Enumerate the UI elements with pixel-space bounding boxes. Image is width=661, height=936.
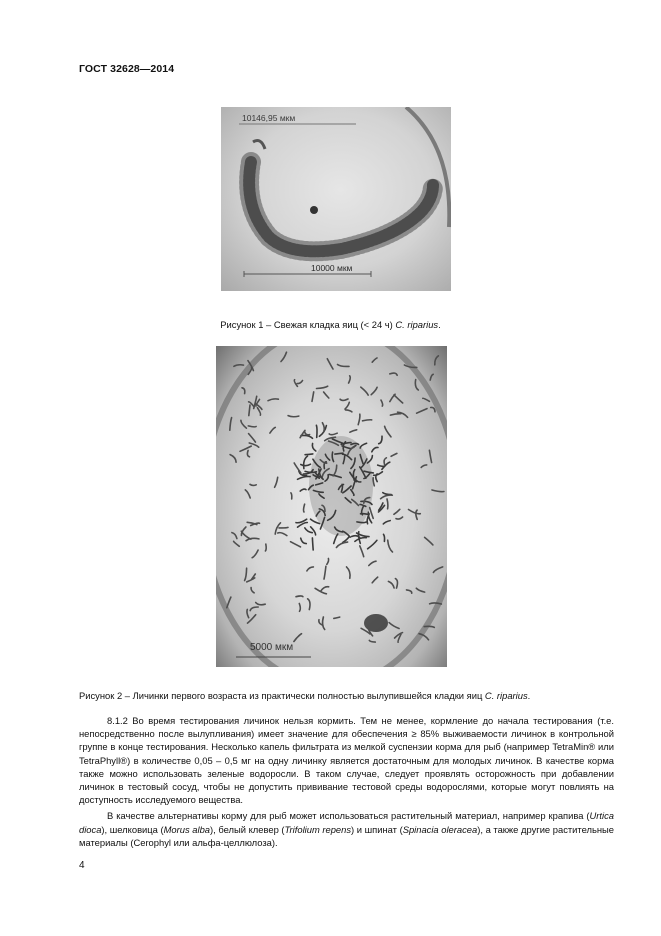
larva-mark [311, 527, 316, 535]
larva-mark [305, 431, 310, 434]
larva-mark [321, 587, 329, 591]
larva-mark [245, 568, 247, 580]
larva-mark [298, 476, 311, 479]
larva-mark [299, 604, 300, 612]
larva-mark [384, 534, 385, 541]
larva-mark [250, 607, 258, 611]
larva-mark [301, 538, 307, 543]
larva-mark [340, 399, 348, 400]
larva-mark [327, 359, 333, 369]
larva-mark [429, 450, 431, 462]
larva-mark [308, 599, 310, 610]
figure1-caption: Рисунок 1 – Свежая кладка яиц (< 24 ч) C. riparius. [220, 319, 441, 330]
larva-mark [391, 453, 397, 456]
larva-mark [367, 456, 372, 463]
larva-mark [249, 405, 250, 416]
larva-mark [363, 420, 372, 421]
larva-mark [324, 566, 326, 579]
larva-mark [247, 609, 249, 617]
larva-mark [307, 567, 314, 571]
larva-mark [316, 425, 317, 437]
larva-mark [247, 578, 255, 582]
larva-mark [294, 634, 302, 642]
larva-mark [323, 617, 325, 630]
larva-mark [297, 381, 302, 384]
larva-mark [357, 522, 366, 523]
larva-mark [360, 546, 364, 557]
larva-mark [371, 387, 377, 394]
larva-mark [270, 427, 275, 433]
larva-mark [291, 493, 292, 499]
larva-mark [275, 477, 278, 487]
larva-mark [360, 443, 366, 448]
larva-mark [369, 561, 376, 565]
larva-mark [435, 356, 439, 365]
larva-mark [234, 541, 240, 546]
larva-mark [288, 416, 299, 417]
larva-mark [374, 472, 383, 476]
larva-mark [322, 423, 324, 432]
larva-mark [409, 510, 421, 514]
larva-mark [257, 408, 260, 415]
paragraph-8-1-2: 8.1.2 Во время тестирования личинок нельзя кормить. Тем не менее, кормление до начала тестирования (т.е. непосредственно после вылупливания) имеет значение для обеспечения ≥ 85% выживаемости личинок в контрольной группе в конце тестирования. Несколько капель фильтрата из мелкой суспензии корма для рыб (например TetraMin® или TetraPhyll®) в количестве 0,05 – 0,5 мг на одну личинку является достаточным для молодых личинок. В качестве корма также можно использовать зеленые водоросли. В таком случае, следует проявлять осторожность при добавлении личинок в тестовый сосуд, чтобы не допустить прививание тестовой среды водорослями, которые могут повлиять на доступность исследуемого вещества. [79, 715, 614, 806]
larva-mark [361, 387, 368, 395]
larva-mark [329, 433, 337, 435]
larva-mark [230, 418, 232, 431]
larva-mark [430, 374, 433, 380]
larva-mark [416, 588, 424, 592]
larva-mark [278, 533, 287, 536]
larva-mark [431, 407, 435, 411]
larva-mark [385, 426, 391, 437]
larva-mark [319, 426, 326, 437]
larva-mark [415, 380, 418, 390]
larva-mark [389, 623, 399, 629]
larva-mark [383, 521, 390, 524]
larva-mark [395, 579, 397, 589]
larva-mark [301, 464, 311, 465]
larva-mark [396, 517, 403, 519]
larva-mark [305, 528, 313, 533]
larva-mark [368, 540, 377, 549]
scale-label-bottom: 10000 мкм [311, 263, 353, 273]
standard-header: ГОСТ 32628—2014 [79, 63, 175, 75]
larva-mark [390, 394, 395, 401]
larva-mark [324, 392, 329, 398]
larva-mark [336, 542, 347, 547]
larva-mark [394, 509, 400, 514]
larva-mark [381, 495, 393, 499]
larva-mark [301, 435, 313, 438]
larva-mark [300, 430, 305, 437]
larva-mark [369, 640, 375, 642]
larva-mark [416, 510, 417, 519]
larva-mark [300, 489, 306, 491]
larva-mark [296, 596, 303, 597]
larva-mark [384, 458, 386, 465]
larva-mark [334, 617, 340, 618]
larva-mark [346, 410, 352, 412]
larva-mark [241, 420, 247, 428]
larva-mark [373, 478, 374, 486]
larva-mark [417, 409, 427, 414]
larva-mark [433, 567, 442, 573]
larva-mark [388, 581, 394, 588]
larva-mark [281, 352, 287, 361]
larva-mark [387, 499, 388, 509]
figure-larvae-photo [216, 346, 447, 667]
larvae-drawing [216, 346, 447, 667]
page-number: 4 [79, 860, 85, 871]
larva-mark [390, 414, 400, 415]
larva-mark [312, 444, 315, 452]
larva-mark [249, 434, 256, 443]
larva-mark [370, 508, 374, 519]
larva-mark [294, 463, 301, 473]
larva-mark [246, 538, 259, 540]
paragraph-alternative-feed: В качестве альтернативы корму для рыб может использоваться растительный материал, например крапива (Urtica dioca), шелковица (Morus alba), белый клевер (Trifolium repens) и шпинат (Spinacia oleracea), а также другие растительные материалы (Cerophyl или альфа-целлюлоза). [79, 810, 614, 848]
larva-mark [372, 447, 378, 451]
scale-label-top: 10146,95 мкм [242, 113, 296, 123]
scale-label-bottom: 5000 мкм [250, 642, 294, 653]
larva-mark [327, 559, 329, 565]
larva-mark [317, 386, 328, 388]
larva-mark [388, 540, 393, 552]
larva-mark [227, 597, 231, 608]
larva-mark [376, 474, 377, 482]
larva-mark [305, 454, 313, 455]
larva-mark [230, 455, 236, 463]
larva-mark [247, 450, 249, 456]
larva-mark [241, 531, 251, 539]
larva-mark [352, 536, 360, 538]
larva-mark [381, 400, 383, 406]
larva-mark [304, 456, 308, 469]
larva-mark [347, 567, 351, 578]
larva-mark [390, 373, 397, 375]
larva-mark [250, 484, 256, 485]
figure-egg-mass-photo [221, 107, 451, 291]
larva-mark [424, 626, 434, 627]
larva-mark [248, 426, 256, 427]
larva-mark [372, 577, 378, 583]
larva-mark [421, 465, 427, 468]
larva-mark [279, 527, 288, 528]
larva-mark [265, 544, 266, 551]
larva-mark [358, 414, 360, 425]
larva-mark [242, 388, 245, 394]
larva-mark [379, 436, 382, 444]
larva-mark [252, 550, 258, 558]
larva-mark [234, 365, 244, 367]
larva-mark [407, 590, 412, 593]
larva-mark [345, 402, 349, 409]
larva-mark [432, 490, 444, 492]
figure2-caption: Рисунок 2 – Личинки первого возраста из практически полностью вылупившейся кладки яиц C. riparius. [79, 690, 531, 701]
larva-mark [423, 398, 430, 401]
larva-mark [312, 392, 314, 402]
larva-mark [291, 542, 301, 547]
larva-mark [240, 446, 251, 451]
larva-mark [251, 588, 254, 593]
larva-mark [349, 376, 351, 383]
larva-mark [355, 538, 366, 542]
larva-mark [312, 538, 313, 550]
larva-mark [338, 365, 350, 367]
larva-mark [350, 430, 357, 432]
body-text [79, 714, 614, 849]
larva-mark [268, 399, 278, 401]
larva-mark [361, 514, 369, 515]
larva-mark [232, 533, 237, 539]
larva-mark [394, 395, 403, 403]
larva-mark [372, 358, 377, 362]
larva-mark [304, 504, 305, 512]
larva-mark [256, 603, 266, 605]
larva-mark [245, 490, 250, 498]
larva-mark [383, 493, 392, 495]
larva-mark [334, 534, 338, 544]
larva-mark [425, 537, 433, 545]
